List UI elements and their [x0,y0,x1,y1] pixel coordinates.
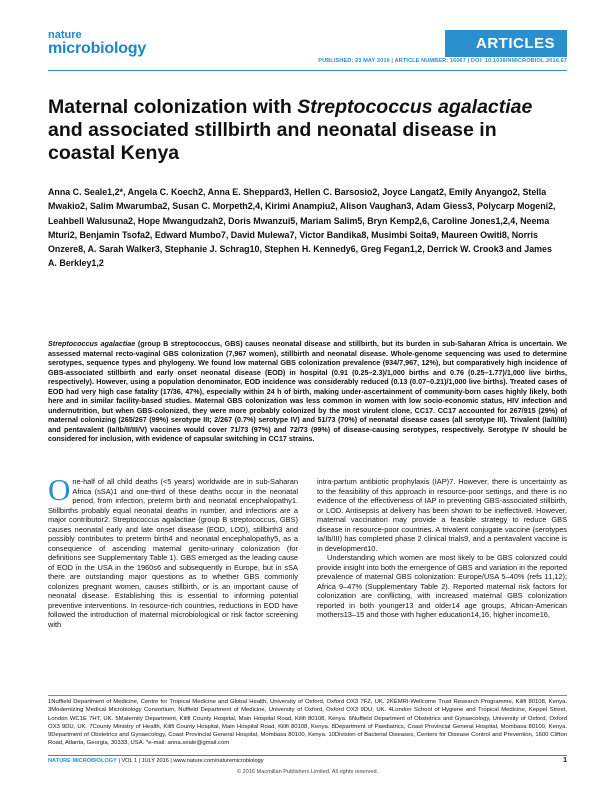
copyright: © 2016 Macmillan Publishers Limited. All rights reserved. [236,769,379,775]
body-column-1 [48,472,298,629]
header-divider [48,70,567,71]
logo-line-2: microbiology [48,40,147,57]
article-title [48,96,558,165]
author-list: Anna C. Seale1,2*, Angela C. Koech2, Anna E. Sheppard3, Hellen C. Barsosio2, Joyce Langat2, Emily Anyango2, Stella Mwakio2, Salim Mwarumba2, Susan C. Morpeth2,4, Kirimi Anampiu2, Alison Vaughan3, Adam Giess3, Polycarp Mogeni2, Leahbell Walusuna2, Hope Mwangudzah2, Doris Mwanzui5, Mariam Salim5, Bryn Kemp2,6, Caroline Jones1,2,4, Neema Mturi2, Benjamin Tsofa2, Edward Mumbo7, David Mulewa7, Victor Bandika8, Musimbi Soita9, Maureen Owiti8, Norris Onzere8, A. Sarah Walker3, Stephanie J. Schrag10, Stephen H. Kennedy6, Greg Fegan1,2, Derrick W. Crook3 and James A. Berkley1,2 [48,187,556,269]
footer-journal-info: | VOL 1 | JULY 2016 | www.nature.com/naturemicrobiology [116,758,264,764]
abstract-lead: Streptococcus agalactiae [48,339,136,348]
journal-logo [48,30,146,57]
title-part-1: Maternal colonization with [48,96,298,118]
title-italic: Streptococcus agalactiae [297,96,533,118]
abstract-text: (group B streptococcus, GBS) causes neonatal disease and stillbirth, but its burden in sub-Saharan Africa is uncertain. We assessed maternal recto-vaginal GBS colonization (7,967 women), stillbirth and neonatal disease. Whole-genome sequencing was used to determine serotypes, sequence types and phylogeny. We found low maternal GBS colonization prevalence (934/7,967, 12%), but comparatively high incidence of GBS-associated stillbirth and early onset neonatal disease (EOD) in hospital (0.91 (0.25–2.3)/1,000 births and 0.76 (0.25–1.77)/1,000 live births, respectively). However, using a population denominator, EOD incidence was considerably reduced (0.13 (0.07–0.21)/1,000 live births). Treated cases of EOD had very high case fatality (17/36, 47%), especially within 24 h of birth, making under-ascertainment of community-born cases highly likely, both here and in similar facility-based studies. Maternal GBS colonization was less common in women with low socio-economic status, HIV infection and undernutrition, but when GBS-colonized, they were more probably colonized by the most virulent clone, CC17. CC17 accounted for 267/915 (29%) of maternal colonizing (265/267 (99%) serotype III; 2/267 (0.7%) serotype IV) and 51/73 (70%) of neonatal disease cases (all serotype III). Trivalent (Ia/II/III) and pentavalent (Ia/Ib/II/III/V) vaccines would cover 71/73 (97%) and 72/73 (99%) of disease-causing serotypes, respectively. Serotype IV should be considered for inclusion, with evidence of capsular switching in CC17 strains. [48,339,567,443]
footer-divider [48,755,567,756]
footer-journal-name: NATURE MICROBIOLOGY [48,758,117,764]
footer-journal [48,758,264,764]
body-paragraph-2: intra-partum antibiotic prophylaxis (IAP)7. However, there is uncertainty as to the feasibility of this approach in resource-poor settings, and there is no evidence of the effectiveness of IAP in preventing GBS-associated stillbirth, or LOD. Antisepsis at delivery has been shown to be ineffective8. However, maternal vaccination may provide a feasible strategy to reduce GBS disease in resource-poor countries. A trivalent conjugate vaccine (serotypes Ia/Ib/III) has completed phase 2 clinical trials9, and a pentavalent vaccine is in development10. [317,477,567,553]
drop-cap: O [48,472,71,507]
section-tag: ARTICLES [445,30,567,57]
footnote-divider [48,695,567,696]
body-paragraph-1: ne-half of all child deaths (<5 years) worldwide are in sub-Saharan Africa (sSA)1 and one-third of these deaths occur in the neonatal period, from infection, preterm birth and neonatal encephalopathy1. Stillbirths probably equal neonatal deaths in number, and infections are a major contributor2. Streptococcus agalactiae (group B streptococcus, GBS) causes neonatal early and late onset disease (EOD, LOD), stillbirth3 and possibly contributes to preterm birth4 and neonatal encephalopathy5, as a consequence of ascending maternal genito-urinary colonization (for definitions see Supplementary Table 1). GBS emerged as the leading cause of EOD in the USA in the 1960s6 and subsequently in Europe, but in sSA there are outstanding major questions as to whether GBS commonly colonizes pregnant women, causes stillbirth, or is an important cause of neonatal disease. Establishing this is essential to informing potential preventive interventions. In resource-rich countries, reductions in EOD have followed the introduction of maternal microbiological or risk factor screening with [48,477,298,629]
body-paragraph-3: Understanding which women are most likely to be GBS colonized could provide insight into both the emergence of GBS and variation in the reported prevalence of maternal GBS colonization: Europe/USA 5–40% (refs 11,12); Africa 9–47% (Supplementary Table 2). Reported maternal risk factors for colonization are conflicting, with increased maternal GBS colonization reported in both younger13 and older14 age groups, African-American mothers13–15 and those with higher education14,16, higher income16, [317,553,567,619]
title-part-2: and associated stillbirth and neonatal disease in coastal Kenya [48,119,497,164]
page-number: 1 [563,757,567,764]
abstract [48,339,567,444]
affiliations: 1Nuffield Department of Medicine, Centre for Tropical Medicine and Global Health, University of Oxford, Oxford OX3 7FZ, UK. 2KEMRI-Wellcome Trust Research Programme, Kilifi 80108, Kenya. 3Modernizing Medical Microbiology Consortium, Nuffield Department of Medicine, University of Oxford, Oxford OX3 9DU, UK. 4London School of Hygiene and Tropical Medicine, Keppel Street, London WC1E 7HT, UK. 5Maternity Department, Kilifi County Hospital, Main Hospital Road, Kilifi 80108, Kenya. 6Nuffield Department of Obstetrics and Gynaecology, University of Oxford, Oxford OX3 9DU, UK. 7County Ministry of Health, Kilifi County Hospital, Main Hospital Road, Kilifi 80108, Kenya. 8Department of Paediatrics, Coast Provincial General Hospital, Mombasa 80100, Kenya. 9Department of Obstetrics and Gynaecology, Coast Provincial General Hospital, Mombasa 80100, Kenya. 10Division of Bacterial Diseases, Centers for Disease Control and Prevention, 1600 Clifton Road, Atlanta, Georgia, 30333, USA. *e-mail: anna.seale@gmail.com [48,699,567,747]
logo-line-1: nature [48,29,82,41]
body-column-2 [317,477,567,620]
publication-info: PUBLISHED: 23 MAY 2016 | ARTICLE NUMBER: 16067 | DOI: 10.1038/NMICROBIOL.2016.67 [318,58,567,64]
